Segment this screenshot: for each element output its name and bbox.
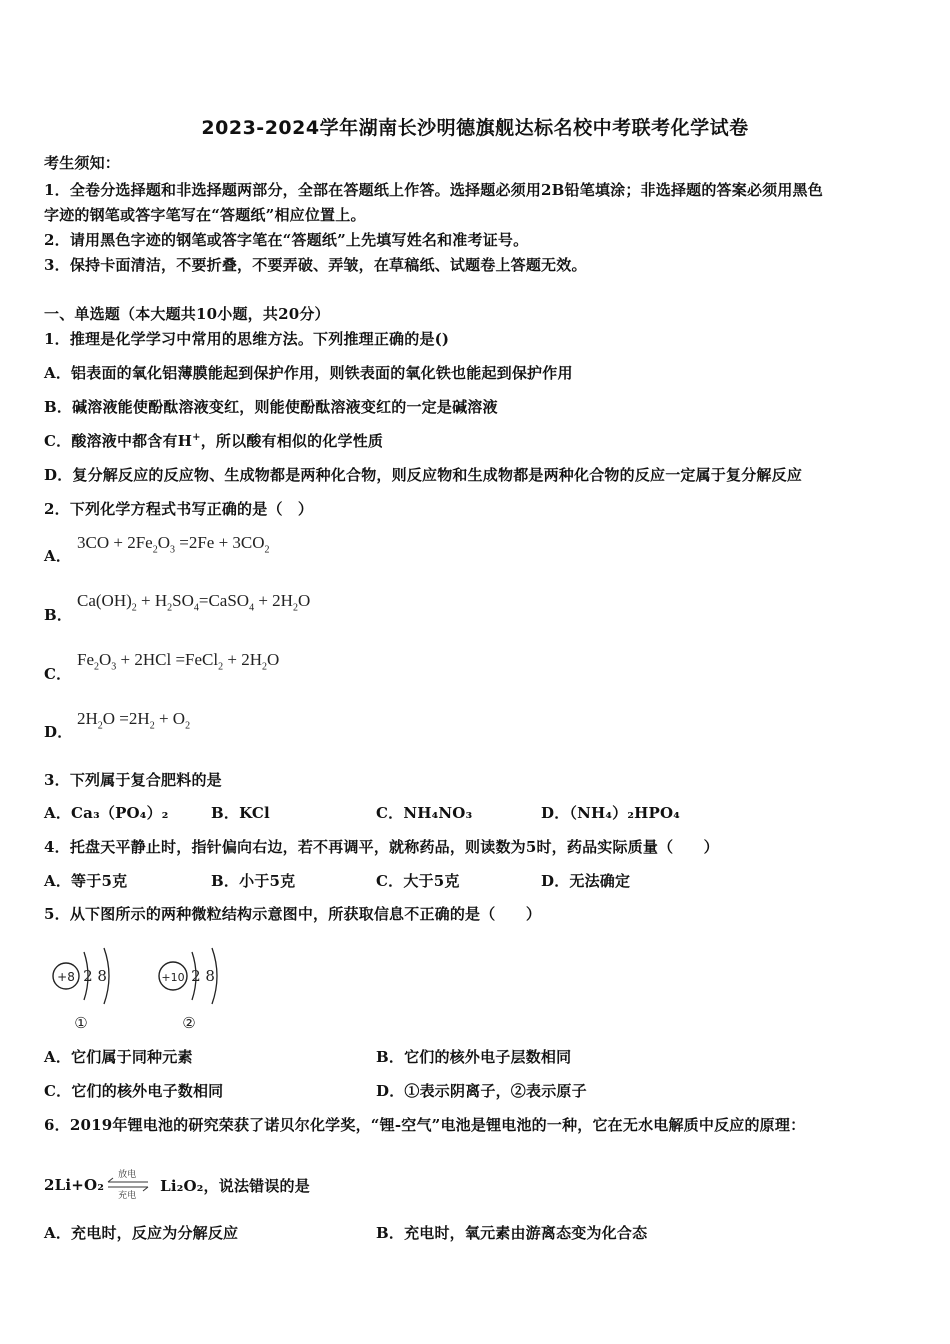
question-1-option-a: A．铝表面的氧化铝薄膜能起到保护作用，则铁表面的氧化铁也能起到保护作用 xyxy=(44,364,573,382)
question-5-option-b: B．它们的核外电子层数相同 xyxy=(376,1048,572,1066)
question-5-option-c: C．它们的核外电子数相同 xyxy=(44,1082,224,1100)
question-6-option-a: A．充电时，反应为分解反应 xyxy=(44,1224,239,1242)
reversible-arrow xyxy=(104,1170,152,1200)
question-1-option-b: B．碱溶液能使酚酞溶液变红，则能使酚酞溶液变红的一定是碱溶液 xyxy=(44,398,498,416)
electron-shells: 2 8 xyxy=(191,967,215,985)
notice-line: 1．全卷分选择题和非选择题两部分，全部在答题纸上作答。选择题必须用2B铅笔填涂；非选择题的答案必须用黑色 xyxy=(44,181,823,199)
atom-diagram-2 xyxy=(155,942,245,1034)
question-4-option-d: D．无法确定 xyxy=(541,872,631,890)
arrow-bottom-label: 充电 xyxy=(118,1191,137,1201)
question-6-stem: 6．2019年锂电池的研究荣获了诺贝尔化学奖，“锂-空气”电池是锂电池的一种，它在无水电解质中反应的原理： xyxy=(44,1116,806,1134)
question-3-option-b: B．KCl xyxy=(211,804,270,822)
question-6-equation xyxy=(44,1170,310,1200)
notice-heading: 考生须知： xyxy=(44,154,121,172)
equation-d: $2H_2O =2H_2 + O_2$ xyxy=(77,709,191,732)
question-3-option-a: A．Ca₃（PO₄）₂ xyxy=(44,804,169,822)
question-3-option-d: D．（NH₄）₂HPO₄ xyxy=(541,804,681,822)
arrow-top-label: 放电 xyxy=(118,1170,137,1180)
question-1-option-d: D．复分解反应的反应物、生成物都是两种化合物，则反应物和生成物都是两种化合物的反应一定属于复分解反应 xyxy=(44,466,803,484)
question-2-option-d-label: D． xyxy=(44,723,73,741)
question-2-option-b-label: B． xyxy=(44,606,73,624)
notice-line: 2．请用黑色字迹的钢笔或答字笔在“答题纸”上先填写姓名和准考证号。 xyxy=(44,231,529,249)
page-title: 2023-2024学年湖南长沙明德旗舰达标名校中考联考化学试卷 xyxy=(201,117,749,139)
question-4-option-b: B．小于5克 xyxy=(211,872,296,890)
question-5-option-a: A．它们属于同种元素 xyxy=(44,1048,193,1066)
atom-label: ① xyxy=(74,1014,88,1032)
atom-label: ② xyxy=(182,1014,196,1032)
equation-right: Li₂O₂，说法错误的是 xyxy=(160,1176,310,1195)
atom-diagram-1 xyxy=(48,942,138,1034)
question-3-stem: 3．下列属于复合肥料的是 xyxy=(44,771,222,789)
equation-a: $3CO + 2Fe_2O_3 =2Fe + 3CO_2$ xyxy=(77,533,270,556)
question-1-option-c: C．酸溶液中都含有H+，所以酸有相似的化学性质 xyxy=(44,432,384,450)
question-4-option-c: C．大于5克 xyxy=(376,872,460,890)
question-5-option-d: D．①表示阴离子，②表示原子 xyxy=(376,1082,587,1100)
equation-b: $Ca(OH)_2$ + $H_2SO_4=CaSO_4 + 2H_2O$ xyxy=(77,591,311,614)
question-2-option-c-label: C． xyxy=(44,665,72,683)
question-4-option-a: A．等于5克 xyxy=(44,872,128,890)
question-2-option-a-label: A． xyxy=(44,547,72,565)
nucleus-charge: +8 xyxy=(57,970,75,984)
question-2-stem: 2．下列化学方程式书写正确的是（ ） xyxy=(44,500,314,518)
section-heading: 一、单选题（本大题共10小题，共20分） xyxy=(44,305,330,323)
question-5-stem: 5．从下图所示的两种微粒结构示意图中，所获取信息不正确的是（ ） xyxy=(44,905,542,923)
equation-left: 2Li+O₂ xyxy=(44,1176,105,1194)
notice-line: 3．保持卡面清洁，不要折叠，不要弄破、弄皱，在草稿纸、试题卷上答题无效。 xyxy=(44,256,587,274)
notice-line: 字迹的钢笔或答字笔写在“答题纸”相应位置上。 xyxy=(44,206,366,224)
question-1-stem: 1．推理是化学学习中常用的思维方法。下列推理正确的是() xyxy=(44,330,450,348)
question-6-option-b: B．充电时，氧元素由游离态变为化合态 xyxy=(376,1224,648,1242)
question-3-option-c: C．NH₄NO₃ xyxy=(376,804,473,822)
equation-c: $Fe_2O_3 + 2HCl$ =FeCl$_2$ + $2H_2O$ xyxy=(77,650,280,673)
question-4-stem: 4．托盘天平静止时，指针偏向右边，若不再调平，就称药品，则读数为5时，药品实际质量（ ） xyxy=(44,838,719,856)
electron-shells: 2 8 xyxy=(83,967,107,985)
nucleus-charge: +10 xyxy=(161,971,185,984)
